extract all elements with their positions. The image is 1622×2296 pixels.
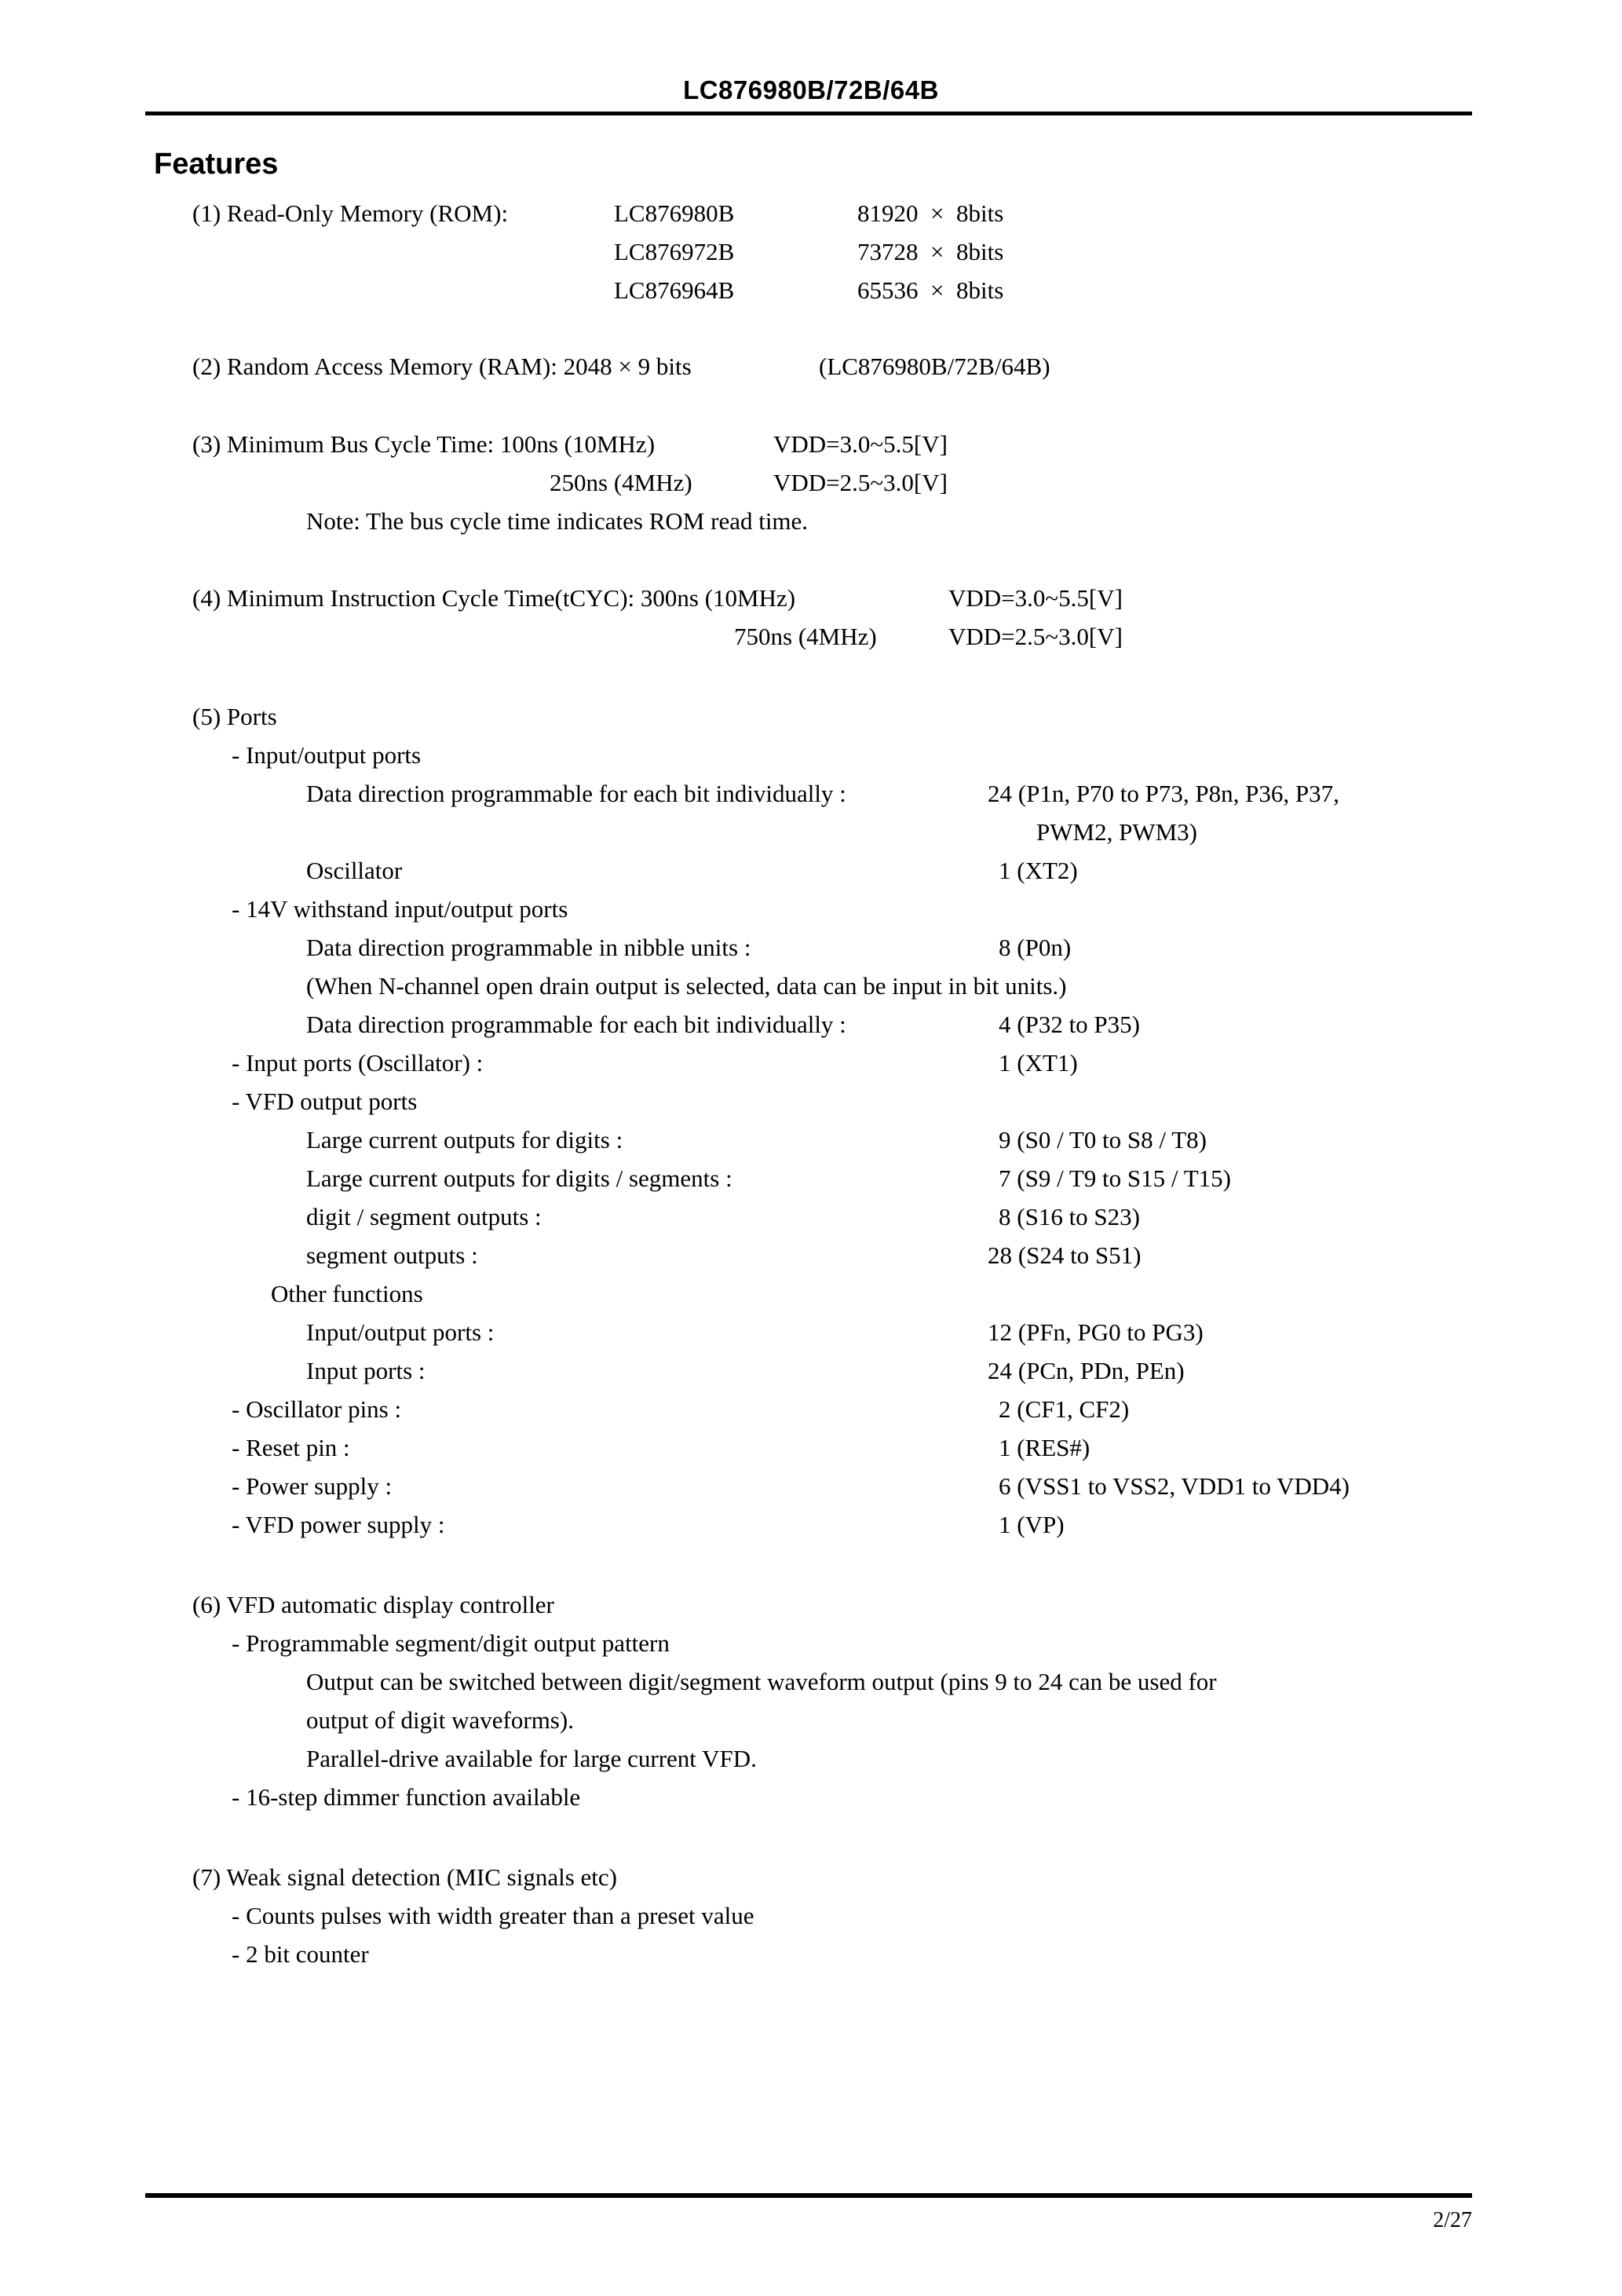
text-segment: (4) Minimum Instruction Cycle Time(tCYC): 300ns (10MHz)	[192, 584, 796, 612]
text-segment: Note: The bus cycle time indicates ROM read time.	[306, 507, 809, 535]
text-segment: LC876972B	[614, 238, 735, 265]
text-segment: - Input/output ports	[232, 741, 422, 769]
text-segment: VDD=2.5~3.0[V]	[948, 623, 1123, 650]
text-segment: VDD=2.5~3.0[V]	[773, 469, 948, 496]
text-segment: Input ports :	[306, 1357, 426, 1384]
text-segment: (5) Ports	[192, 703, 277, 730]
text-segment: (2) Random Access Memory (RAM): 2048 × 9 bits	[192, 353, 692, 380]
text-segment: Data direction programmable for each bit individually :	[306, 780, 846, 807]
page-number: 2/27	[1433, 2208, 1472, 2232]
text-segment: 1 (XT1)	[999, 1049, 1078, 1077]
text-segment: - Oscillator pins :	[232, 1395, 402, 1423]
text-segment: 4 (P32 to P35)	[999, 1011, 1140, 1038]
text-segment: - 16-step dimmer function available	[232, 1783, 581, 1811]
text-segment: 65536 × 8bits	[857, 276, 1004, 304]
text-segment: Parallel-drive available for large current VFD.	[306, 1745, 757, 1772]
text-segment: 81920 × 8bits	[857, 199, 1004, 227]
text-segment: - Power supply :	[232, 1472, 393, 1500]
text-segment: - Input ports (Oscillator) :	[232, 1049, 484, 1077]
text-segment: digit / segment outputs :	[306, 1203, 542, 1230]
text-segment: 1 (RES#)	[999, 1434, 1090, 1461]
text-segment: 1 (XT2)	[999, 857, 1078, 884]
text-segment: - Reset pin :	[232, 1434, 350, 1461]
text-segment: Other functions	[271, 1280, 423, 1307]
text-segment: segment outputs :	[306, 1241, 478, 1269]
text-segment: 1 (VP)	[999, 1511, 1065, 1538]
text-segment: 73728 × 8bits	[857, 238, 1004, 265]
text-segment: 250ns (4MHz)	[550, 469, 692, 496]
text-segment: 24 (P1n, P70 to P73, P8n, P36, P37,	[988, 780, 1339, 807]
text-segment: (7) Weak signal detection (MIC signals etc)	[192, 1863, 618, 1891]
text-segment: Output can be switched between digit/segment waveform output (pins 9 to 24 can be used for	[306, 1668, 1217, 1695]
text-segment: Data direction programmable in nibble units :	[306, 934, 751, 961]
features-heading: Features	[154, 148, 279, 181]
text-segment: 8 (P0n)	[999, 934, 1072, 961]
text-segment: VDD=3.0~5.5[V]	[948, 584, 1123, 612]
text-segment: - 14V withstand input/output ports	[232, 895, 568, 923]
text-segment: (3) Minimum Bus Cycle Time: 100ns (10MHz)	[192, 430, 656, 458]
text-segment: LC876980B	[614, 199, 735, 227]
text-segment: 24 (PCn, PDn, PEn)	[988, 1357, 1185, 1384]
text-segment: 12 (PFn, PG0 to PG3)	[988, 1318, 1204, 1346]
text-segment: (LC876980B/72B/64B)	[819, 353, 1050, 380]
text-segment: 6 (VSS1 to VSS2, VDD1 to VDD4)	[999, 1472, 1350, 1500]
text-segment: Large current outputs for digits / segments :	[306, 1164, 732, 1192]
text-segment: - VFD output ports	[232, 1088, 418, 1115]
text-segment: 2 (CF1, CF2)	[999, 1395, 1130, 1423]
text-segment: Large current outputs for digits :	[306, 1126, 623, 1153]
text-segment: VDD=3.0~5.5[V]	[773, 430, 948, 458]
text-segment: - VFD power supply :	[232, 1511, 445, 1538]
text-segment: (1) Read-Only Memory (ROM):	[192, 199, 509, 227]
text-segment: Input/output ports :	[306, 1318, 495, 1346]
text-segment: (6) VFD automatic display controller	[192, 1591, 554, 1618]
text-segment: - 2 bit counter	[232, 1940, 369, 1968]
text-segment: - Programmable segment/digit output pattern	[232, 1629, 670, 1657]
text-segment: 28 (S24 to S51)	[988, 1241, 1142, 1269]
text-segment: - Counts pulses with width greater than a preset value	[232, 1902, 754, 1929]
text-segment: 8 (S16 to S23)	[999, 1203, 1140, 1230]
text-segment: Oscillator	[306, 857, 403, 884]
document-title: LC876980B/72B/64B	[683, 75, 939, 104]
text-segment: PWM2, PWM3)	[1036, 818, 1197, 846]
text-segment: 7 (S9 / T9 to S15 / T15)	[999, 1164, 1231, 1192]
footer-rule	[145, 2193, 1472, 2198]
text-segment: (When N-channel open drain output is selected, data can be input in bit units.)	[306, 972, 1067, 1000]
text-segment: output of digit waveforms).	[306, 1706, 574, 1734]
text-segment: Data direction programmable for each bit individually :	[306, 1011, 846, 1038]
text-segment: LC876964B	[614, 276, 735, 304]
text-segment: 750ns (4MHz)	[734, 623, 877, 650]
text-segment: 9 (S0 / T0 to S8 / T8)	[999, 1126, 1207, 1153]
